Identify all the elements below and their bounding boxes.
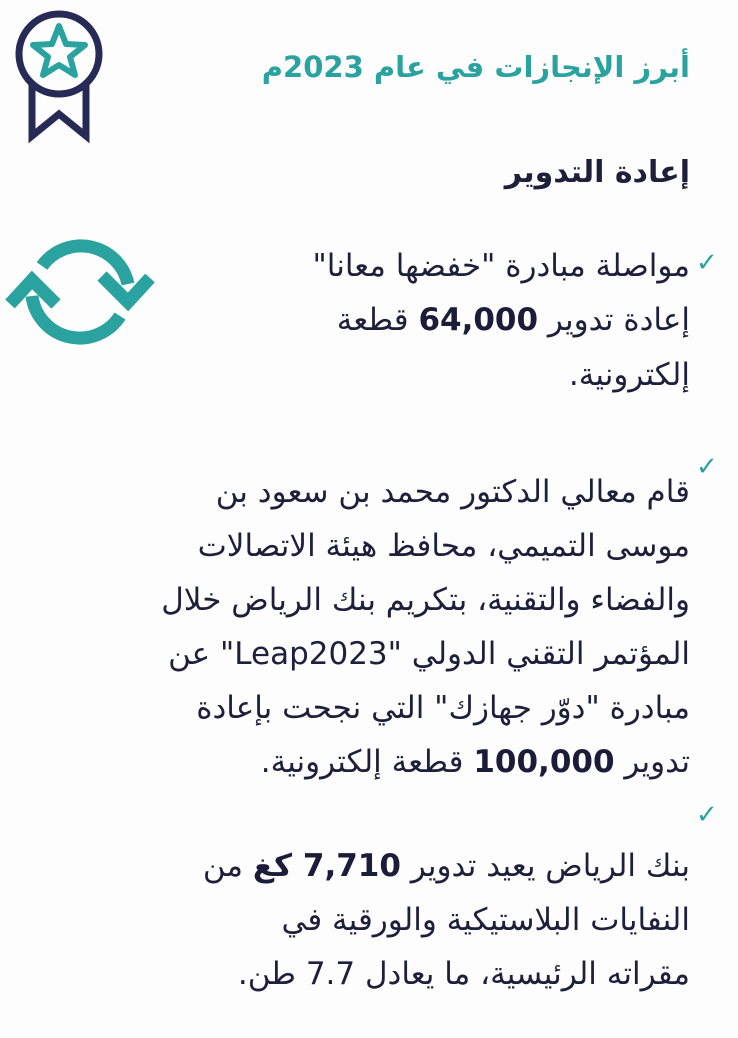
line-text: موسى التميمي، محافظ هيئة الاتصالات	[197, 528, 690, 564]
line-text: إلكترونية.	[568, 357, 690, 393]
paragraph-line	[569, 355, 690, 395]
paragraph-line	[203, 846, 690, 886]
paragraph-line	[261, 742, 690, 782]
paragraph-line	[216, 472, 690, 512]
paragraph-line	[198, 526, 690, 566]
paragraph-line	[337, 300, 690, 340]
line-text: والفضاء والتقنية، بتكريم بنك الرياض خلال	[161, 582, 690, 618]
paragraph-line	[281, 900, 690, 940]
line-text: قطعة	[336, 302, 419, 338]
recycle-arrows-icon	[0, 226, 160, 356]
highlight-number: 100,000	[473, 744, 615, 780]
paragraph-line	[161, 580, 690, 620]
line-text: مواصلة مبادرة "خفضها معانا"	[312, 248, 690, 284]
line-text: مقراته الرئيسية، ما يعادل 7.7 طن.	[237, 956, 690, 992]
highlight-number: 64,000	[418, 302, 539, 338]
check-mark-icon: ✓	[696, 248, 718, 278]
line-text: قطعة إلكترونية.	[260, 744, 474, 780]
paragraph-line	[238, 954, 690, 994]
line-text: قام معالي الدكتور محمد بن سعود بن	[215, 474, 690, 510]
page-title: أبرز الإنجازات في عام 2023م	[261, 50, 690, 84]
section-heading: إعادة التدوير	[504, 155, 690, 190]
paragraph-line	[196, 688, 690, 728]
line-text: بنك الرياض يعيد تدوير	[400, 848, 690, 884]
check-mark-icon: ✓	[696, 800, 718, 830]
line-text: النفايات البلاستيكية والورقية في	[281, 902, 690, 938]
award-ribbon-icon	[4, 4, 114, 149]
check-mark-icon: ✓	[696, 452, 718, 482]
line-text: المؤتمر التقني الدولي "Leap2023" عن	[168, 636, 690, 672]
line-text: من	[202, 848, 253, 884]
highlight-number: 7,710 كغ	[252, 848, 401, 884]
line-text: تدوير	[614, 744, 690, 780]
paragraph-line	[168, 634, 690, 674]
line-text: إعادة تدوير	[538, 302, 690, 338]
line-text: مبادرة "دوّر جهازك" التي نجحت بإعادة	[196, 690, 690, 726]
paragraph-line	[313, 246, 690, 286]
